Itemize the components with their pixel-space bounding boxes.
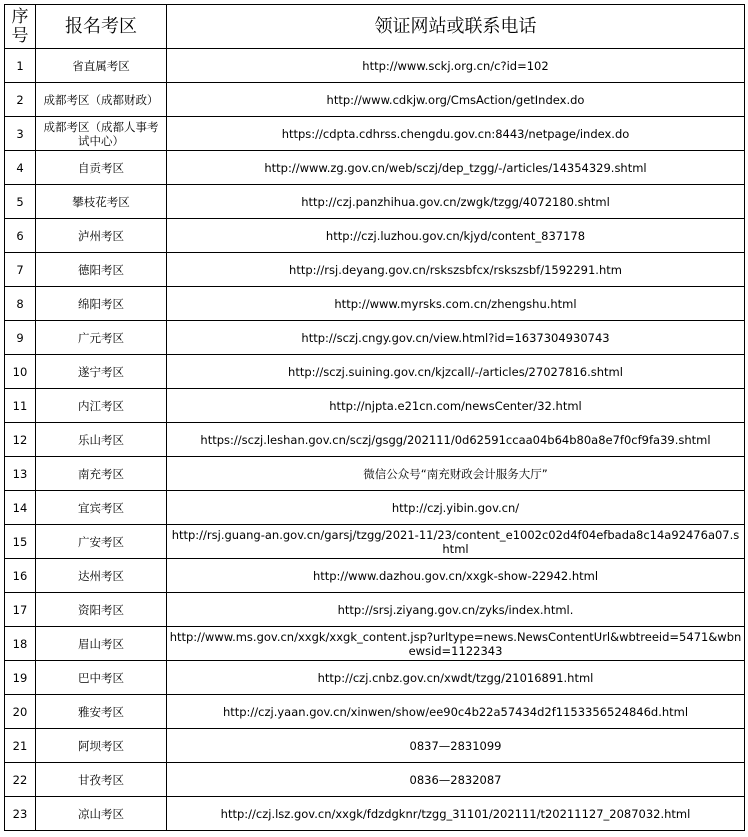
table-row bbox=[5, 117, 745, 151]
row-contact[interactable]: http://rsj.guang-an.gov.cn/garsj/tzgg/2021-11/23/content_e1002c02d4f04efbada8c14a92476a07.shtml bbox=[167, 525, 745, 559]
row-contact[interactable]: http://www.cdkjw.org/CmsAction/getIndex.do bbox=[167, 83, 745, 117]
table-row bbox=[5, 457, 745, 491]
row-contact[interactable]: http://sczj.cngy.gov.cn/view.html?id=1637304930743 bbox=[167, 321, 745, 355]
table-row bbox=[5, 525, 745, 559]
table-row bbox=[5, 423, 745, 457]
row-region: 德阳考区 bbox=[36, 253, 167, 287]
table-header-row bbox=[5, 5, 745, 49]
table-row bbox=[5, 797, 745, 831]
table-row bbox=[5, 151, 745, 185]
row-contact[interactable]: http://www.zg.gov.cn/web/sczj/dep_tzgg/-/articles/14354329.shtml bbox=[167, 151, 745, 185]
table-row bbox=[5, 627, 745, 661]
row-region: 南充考区 bbox=[36, 457, 167, 491]
row-number: 17 bbox=[5, 593, 36, 627]
row-region: 宜宾考区 bbox=[36, 491, 167, 525]
row-region: 泸州考区 bbox=[36, 219, 167, 253]
row-contact[interactable]: http://czj.lsz.gov.cn/xxgk/fdzdgknr/tzgg_31101/202111/t20211127_2087032.html bbox=[167, 797, 745, 831]
row-number: 21 bbox=[5, 729, 36, 763]
table-row bbox=[5, 253, 745, 287]
row-contact[interactable]: http://czj.yibin.gov.cn/ bbox=[167, 491, 745, 525]
row-number: 2 bbox=[5, 83, 36, 117]
row-contact[interactable]: http://rsj.deyang.gov.cn/rskszsbfcx/rskszsbf/1592291.htm bbox=[167, 253, 745, 287]
header-region: 报名考区 bbox=[36, 5, 167, 49]
row-region: 绵阳考区 bbox=[36, 287, 167, 321]
row-region: 内江考区 bbox=[36, 389, 167, 423]
row-region: 广元考区 bbox=[36, 321, 167, 355]
row-region: 省直属考区 bbox=[36, 49, 167, 83]
row-number: 9 bbox=[5, 321, 36, 355]
row-contact[interactable]: https://cdpta.cdhrss.chengdu.gov.cn:8443/netpage/index.do bbox=[167, 117, 745, 151]
row-region: 眉山考区 bbox=[36, 627, 167, 661]
row-contact: 0837—2831099 bbox=[167, 729, 745, 763]
row-region: 资阳考区 bbox=[36, 593, 167, 627]
row-contact[interactable]: http://www.ms.gov.cn/xxgk/xxgk_content.jsp?urltype=news.NewsContentUrl&wbtreeid=5471&wbnewsid=1122343 bbox=[167, 627, 745, 661]
row-number: 6 bbox=[5, 219, 36, 253]
row-contact[interactable]: http://czj.yaan.gov.cn/xinwen/show/ee90c4b22a57434d2f1153356524846d.html bbox=[167, 695, 745, 729]
row-region: 成都考区（成都财政） bbox=[36, 83, 167, 117]
row-contact[interactable]: http://czj.cnbz.gov.cn/xwdt/tzgg/21016891.html bbox=[167, 661, 745, 695]
row-number: 11 bbox=[5, 389, 36, 423]
header-contact: 领证网站或联系电话 bbox=[167, 5, 745, 49]
row-region: 甘孜考区 bbox=[36, 763, 167, 797]
table-row bbox=[5, 355, 745, 389]
row-number: 19 bbox=[5, 661, 36, 695]
table-body bbox=[5, 49, 745, 831]
table-row bbox=[5, 593, 745, 627]
table-row bbox=[5, 695, 745, 729]
row-region: 雅安考区 bbox=[36, 695, 167, 729]
row-contact[interactable]: http://www.sckj.org.cn/c?id=102 bbox=[167, 49, 745, 83]
row-region: 攀枝花考区 bbox=[36, 185, 167, 219]
table-row bbox=[5, 729, 745, 763]
table-row bbox=[5, 185, 745, 219]
row-number: 18 bbox=[5, 627, 36, 661]
row-contact[interactable]: http://srsj.ziyang.gov.cn/zyks/index.html. bbox=[167, 593, 745, 627]
row-region: 成都考区（成都人事考试中心） bbox=[36, 117, 167, 151]
row-region: 乐山考区 bbox=[36, 423, 167, 457]
row-contact[interactable]: http://www.myrsks.com.cn/zhengshu.html bbox=[167, 287, 745, 321]
table-row bbox=[5, 389, 745, 423]
row-number: 12 bbox=[5, 423, 36, 457]
row-contact[interactable]: http://czj.luzhou.gov.cn/kjyd/content_837178 bbox=[167, 219, 745, 253]
row-number: 15 bbox=[5, 525, 36, 559]
row-number: 16 bbox=[5, 559, 36, 593]
table-row bbox=[5, 287, 745, 321]
row-contact[interactable]: http://njpta.e21cn.com/newsCenter/32.html bbox=[167, 389, 745, 423]
row-number: 4 bbox=[5, 151, 36, 185]
row-number: 20 bbox=[5, 695, 36, 729]
row-number: 13 bbox=[5, 457, 36, 491]
row-number: 14 bbox=[5, 491, 36, 525]
certificate-contact-table bbox=[4, 4, 745, 831]
table-row bbox=[5, 321, 745, 355]
table-row bbox=[5, 763, 745, 797]
row-number: 8 bbox=[5, 287, 36, 321]
table-row bbox=[5, 219, 745, 253]
row-contact[interactable]: https://sczj.leshan.gov.cn/sczj/gsgg/202111/0d62591ccaa04b64b80a8e7f0cf9fa39.shtml bbox=[167, 423, 745, 457]
table-row bbox=[5, 559, 745, 593]
row-contact[interactable]: http://czj.panzhihua.gov.cn/zwgk/tzgg/4072180.shtml bbox=[167, 185, 745, 219]
row-contact: 微信公众号“南充财政会计服务大厅” bbox=[167, 457, 745, 491]
table-row bbox=[5, 661, 745, 695]
row-region: 遂宁考区 bbox=[36, 355, 167, 389]
table-row bbox=[5, 491, 745, 525]
row-region: 达州考区 bbox=[36, 559, 167, 593]
row-region: 自贡考区 bbox=[36, 151, 167, 185]
row-number: 5 bbox=[5, 185, 36, 219]
row-region: 阿坝考区 bbox=[36, 729, 167, 763]
row-number: 22 bbox=[5, 763, 36, 797]
row-region: 凉山考区 bbox=[36, 797, 167, 831]
row-number: 7 bbox=[5, 253, 36, 287]
header-seq: 序号 bbox=[5, 5, 36, 49]
table-row bbox=[5, 83, 745, 117]
row-region: 巴中考区 bbox=[36, 661, 167, 695]
row-contact[interactable]: http://www.dazhou.gov.cn/xxgk-show-22942.html bbox=[167, 559, 745, 593]
table-row bbox=[5, 49, 745, 83]
row-number: 23 bbox=[5, 797, 36, 831]
row-number: 3 bbox=[5, 117, 36, 151]
row-number: 1 bbox=[5, 49, 36, 83]
row-number: 10 bbox=[5, 355, 36, 389]
row-region: 广安考区 bbox=[36, 525, 167, 559]
row-contact[interactable]: http://sczj.suining.gov.cn/kjzcall/-/articles/27027816.shtml bbox=[167, 355, 745, 389]
row-contact: 0836—2832087 bbox=[167, 763, 745, 797]
